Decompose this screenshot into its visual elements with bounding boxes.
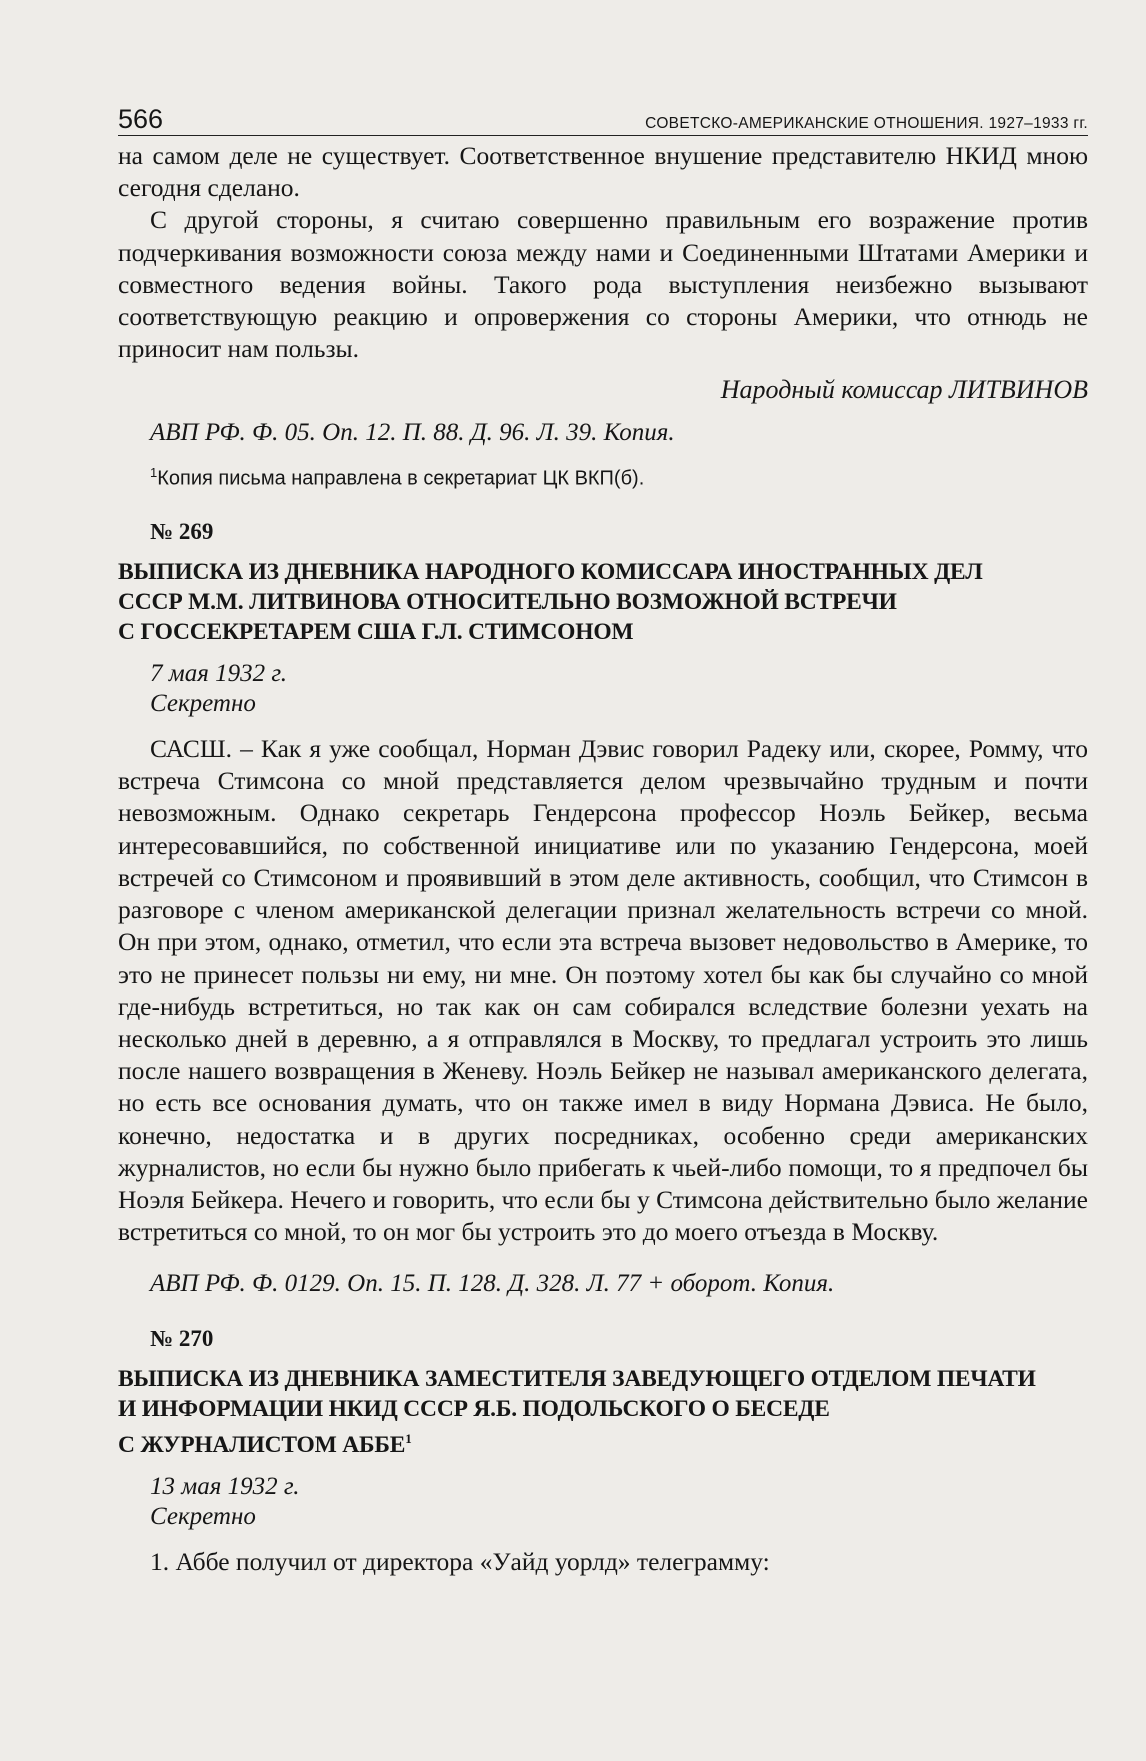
doc270-body: 1. Аббе получил от директора «Уайд уорлд» телеграмму: <box>150 1547 770 1577</box>
doc269-title-line: С ГОССЕКРЕТАРЕМ США Г.Л. СТИМСОНОМ <box>118 619 634 646</box>
doc269-date: 7 мая 1932 г. <box>150 660 287 688</box>
doc1-footnote <box>118 465 1088 491</box>
page-number: 566 <box>118 104 164 134</box>
doc269-title-line: СССР М.М. ЛИТВИНОВА ОТНОСИТЕЛЬНО ВОЗМОЖНОЙ ВСТРЕЧИ <box>118 589 897 616</box>
doc270-date: 13 мая 1932 г. <box>150 1473 300 1501</box>
doc1-paragraph-1: на самом деле не существует. Соответственное внушение представителю НКИД мною сегодня сделано. <box>118 141 1088 203</box>
page-content <box>118 140 1088 1578</box>
footnote-mark: 1 <box>150 465 158 481</box>
signature: Народный комиссар ЛИТВИНОВ <box>720 375 1088 405</box>
doc270-classification: Секретно <box>150 1503 256 1531</box>
doc269-number: № 269 <box>150 519 214 545</box>
doc269-title <box>118 557 1088 647</box>
doc1-paragraph-2: С другой стороны, я считаю совершенно правильным его возражение против подчеркивания возможности союза между нами и Соединенными Штатами Америки и совместного ведения войны. Такого рода выступления неизбежно вызывают соответствующую реакцию и опровержения со стороны Америки, что отнюдь не приносит нам пользы. <box>118 205 1088 364</box>
doc269-archive-reference: АВП РФ. Ф. 0129. Оп. 15. П. 128. Д. 328. Л. 77 + оборот. Копия. <box>150 1270 835 1298</box>
doc269-classification: Секретно <box>150 690 256 718</box>
page-header <box>118 106 1088 136</box>
doc269-title-line: ВЫПИСКА ИЗ ДНЕВНИКА НАРОДНОГО КОМИССАРА ИНОСТРАННЫХ ДЕЛ <box>118 559 983 586</box>
title-footnote-mark: 1 <box>405 1431 412 1447</box>
doc270-title-line: И ИНФОРМАЦИИ НКИД СССР Я.Б. ПОДОЛЬСКОГО О БЕСЕДЕ <box>118 1396 830 1423</box>
doc269-dateline <box>118 659 1088 719</box>
doc270-number: № 270 <box>150 1326 214 1352</box>
doc269-body: САСШ. – Как я уже сообщал, Норман Дэвис говорил Радеку или, скорее, Ромму, что встреча Стимсона со мной представляется делом чрезвычайно трудным и почти невозможным. Однако секретарь Гендерсона профессор Ноэль Бейкер, весьма интересовавшийся, по собственной инициативе или по указанию Гендерсона, моей встречей со Стимсоном и проявивший в этом деле активность, сообщил, что Стимсон в разговоре с членом американской делегации признал желательность встречи со мной. Он при этом, однако, отметил, что если эта встреча вызовет недовольство в Америке, то это не принесет пользы ни ему, ни мне. Он поэтому хотел бы как бы случайно со мной где-нибудь встретиться, но так как он сам собирался вследствие болезни уехать на несколько дней в деревню, а я отправлялся в Москву, то предлагал устроить это лишь после нашего возвращения в Женеву. Ноэль Бейкер не называл американского делегата, но есть все основания думать, что он также имел в виду Нормана Дэвиса. Не было, конечно, недостатка и в других посредниках, особенно среди американских журналистов, но если бы нужно было прибегать к чьей-либо помощи, то я предпочел бы Ноэля Бейкера. Нечего и говорить, что если бы у Стимсона действительно было желание встретиться со мной, то он мог бы устроить это до моего отъезда в Москву. <box>118 734 1088 1247</box>
doc270-title-line: ВЫПИСКА ИЗ ДНЕВНИКА ЗАМЕСТИТЕЛЯ ЗАВЕДУЮЩЕГО ОТДЕЛОМ ПЕЧАТИ <box>118 1366 1036 1393</box>
doc270-title-line-last <box>118 1424 1088 1460</box>
running-title: СОВЕТСКО-АМЕРИКАНСКИЕ ОТНОШЕНИЯ. 1927–1933 гг. <box>645 115 1088 132</box>
doc270-title <box>118 1364 1088 1460</box>
doc270-dateline <box>118 1472 1088 1532</box>
footnote-text: Копия письма направлена в секретариат ЦК ВКП(б). <box>157 468 645 491</box>
doc270-title-text: С ЖУРНАЛИСТОМ АББЕ <box>118 1432 406 1459</box>
doc1-archive-reference: АВП РФ. Ф. 05. Оп. 12. П. 88. Д. 96. Л. 39. Копия. <box>150 419 675 447</box>
